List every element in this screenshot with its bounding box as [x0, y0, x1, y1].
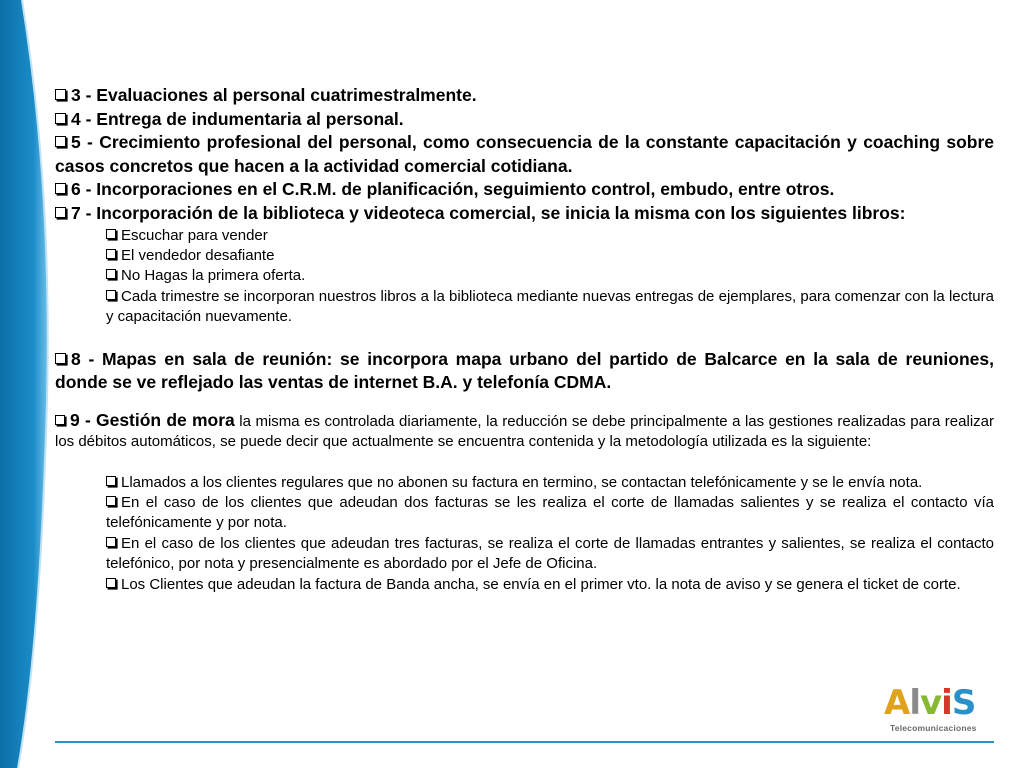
logo-subtitle: Telecomunicaciones: [890, 723, 977, 733]
checkbox-bullet-icon: [55, 415, 65, 425]
checkbox-bullet-icon: [106, 229, 116, 239]
book-title: El vendedor desafiante: [121, 246, 275, 264]
sub-list-item: [55, 226, 994, 246]
step-text: En el caso de los clientes que adeudan tres facturas, se realiza el corte de llamadas entrantes y salientes, se realiza el contacto telefónico, por nota y presencialmente es abordado por el Jefe de Oficina.: [106, 534, 994, 573]
checkbox-bullet-icon: [106, 269, 116, 279]
checkbox-bullet-icon: [106, 578, 116, 588]
checkbox-bullet-icon: [106, 496, 116, 506]
item-text: 8 - Mapas en sala de reunión: se incorpora mapa urbano del partido de Balcarce en la sala de reuniones, donde se ve reflejado las ventas de internet B.A. y telefonía CDMA.: [55, 348, 994, 393]
list-item: [55, 348, 994, 395]
left-decorative-bar: [0, 0, 60, 768]
logo-letter: v: [919, 683, 942, 723]
logo-wordmark: [884, 684, 975, 722]
book-title: No Hagas la primera oferta.: [121, 267, 306, 285]
list-item: [55, 202, 994, 226]
checkbox-bullet-icon: [55, 183, 66, 194]
item-text: la misma es controlada diariamente, la reducción se debe principalmente a las gestiones realizadas para realizar los débitos automáticos, se puede decir que actualmente se encuentra contenida y la metodología utilizada es la siguiente:: [55, 412, 994, 451]
sub-list-item: [55, 575, 994, 595]
list-item: [55, 84, 994, 108]
item-text: 4 - Entrega de indumentaria al personal.: [71, 108, 404, 129]
item-text: 6 - Incorporaciones en el C.R.M. de planificación, seguimiento control, embudo, entre otros.: [71, 179, 835, 200]
checkbox-bullet-icon: [55, 353, 66, 364]
sub-list-item: [55, 493, 994, 534]
list-item: [55, 410, 994, 453]
checkbox-bullet-icon: [106, 537, 116, 547]
checkbox-bullet-icon: [106, 249, 116, 259]
sub-list-item: [55, 473, 994, 493]
sub-list-item: [55, 266, 994, 286]
step-text: Los Clientes que adeudan la factura de Banda ancha, se envía en el primer vto. la nota de aviso y se genera el ticket de corte.: [121, 575, 961, 593]
list-item: [55, 108, 994, 132]
spacer: [55, 395, 994, 410]
book-note: Cada trimestre se incorporan nuestros libros a la biblioteca mediante nuevas entregas de ejemplares, para comenzar con la lectura y capacitación nuevamente.: [106, 287, 994, 326]
sub-list-item: [55, 246, 994, 266]
checkbox-bullet-icon: [55, 207, 66, 218]
logo-letter: l: [909, 683, 920, 723]
slide-body: [55, 84, 994, 595]
alvis-logo: [884, 684, 994, 736]
list-item: [55, 178, 994, 202]
item-lead-text: 9 - Gestión de mora: [70, 409, 235, 430]
spacer: [55, 328, 994, 348]
step-text: Llamados a los clientes regulares que no abonen su factura en termino, se contactan telefónicamente y se le envía nota.: [121, 473, 923, 491]
item-text: 7 - Incorporación de la biblioteca y videoteca comercial, se inicia la misma con los siguientes libros:: [71, 202, 906, 223]
checkbox-bullet-icon: [55, 89, 66, 100]
logo-letter: i: [941, 683, 952, 723]
spacer: [55, 453, 994, 473]
item-text: 5 - Crecimiento profesional del personal, como consecuencia de la constante capacitación y coaching sobre casos concretos que hacen a la actividad comercial cotidiana.: [55, 132, 994, 176]
sub-list-item: [55, 534, 994, 575]
checkbox-bullet-icon: [106, 476, 116, 486]
checkbox-bullet-icon: [55, 136, 66, 147]
book-title: Escuchar para vender: [121, 226, 268, 244]
item-text: 3 - Evaluaciones al personal cuatrimestralmente.: [71, 85, 477, 105]
list-item: [55, 131, 994, 178]
checkbox-bullet-icon: [106, 290, 116, 300]
logo-letter: S: [951, 683, 976, 723]
logo-letter: A: [884, 683, 910, 723]
step-text: En el caso de los clientes que adeudan dos facturas se les realiza el corte de llamadas salientes y se realiza el contacto vía telefónicamente y por nota.: [106, 494, 994, 532]
checkbox-bullet-icon: [55, 113, 66, 124]
footer-divider: [55, 741, 994, 743]
sub-list-item: [55, 287, 994, 328]
